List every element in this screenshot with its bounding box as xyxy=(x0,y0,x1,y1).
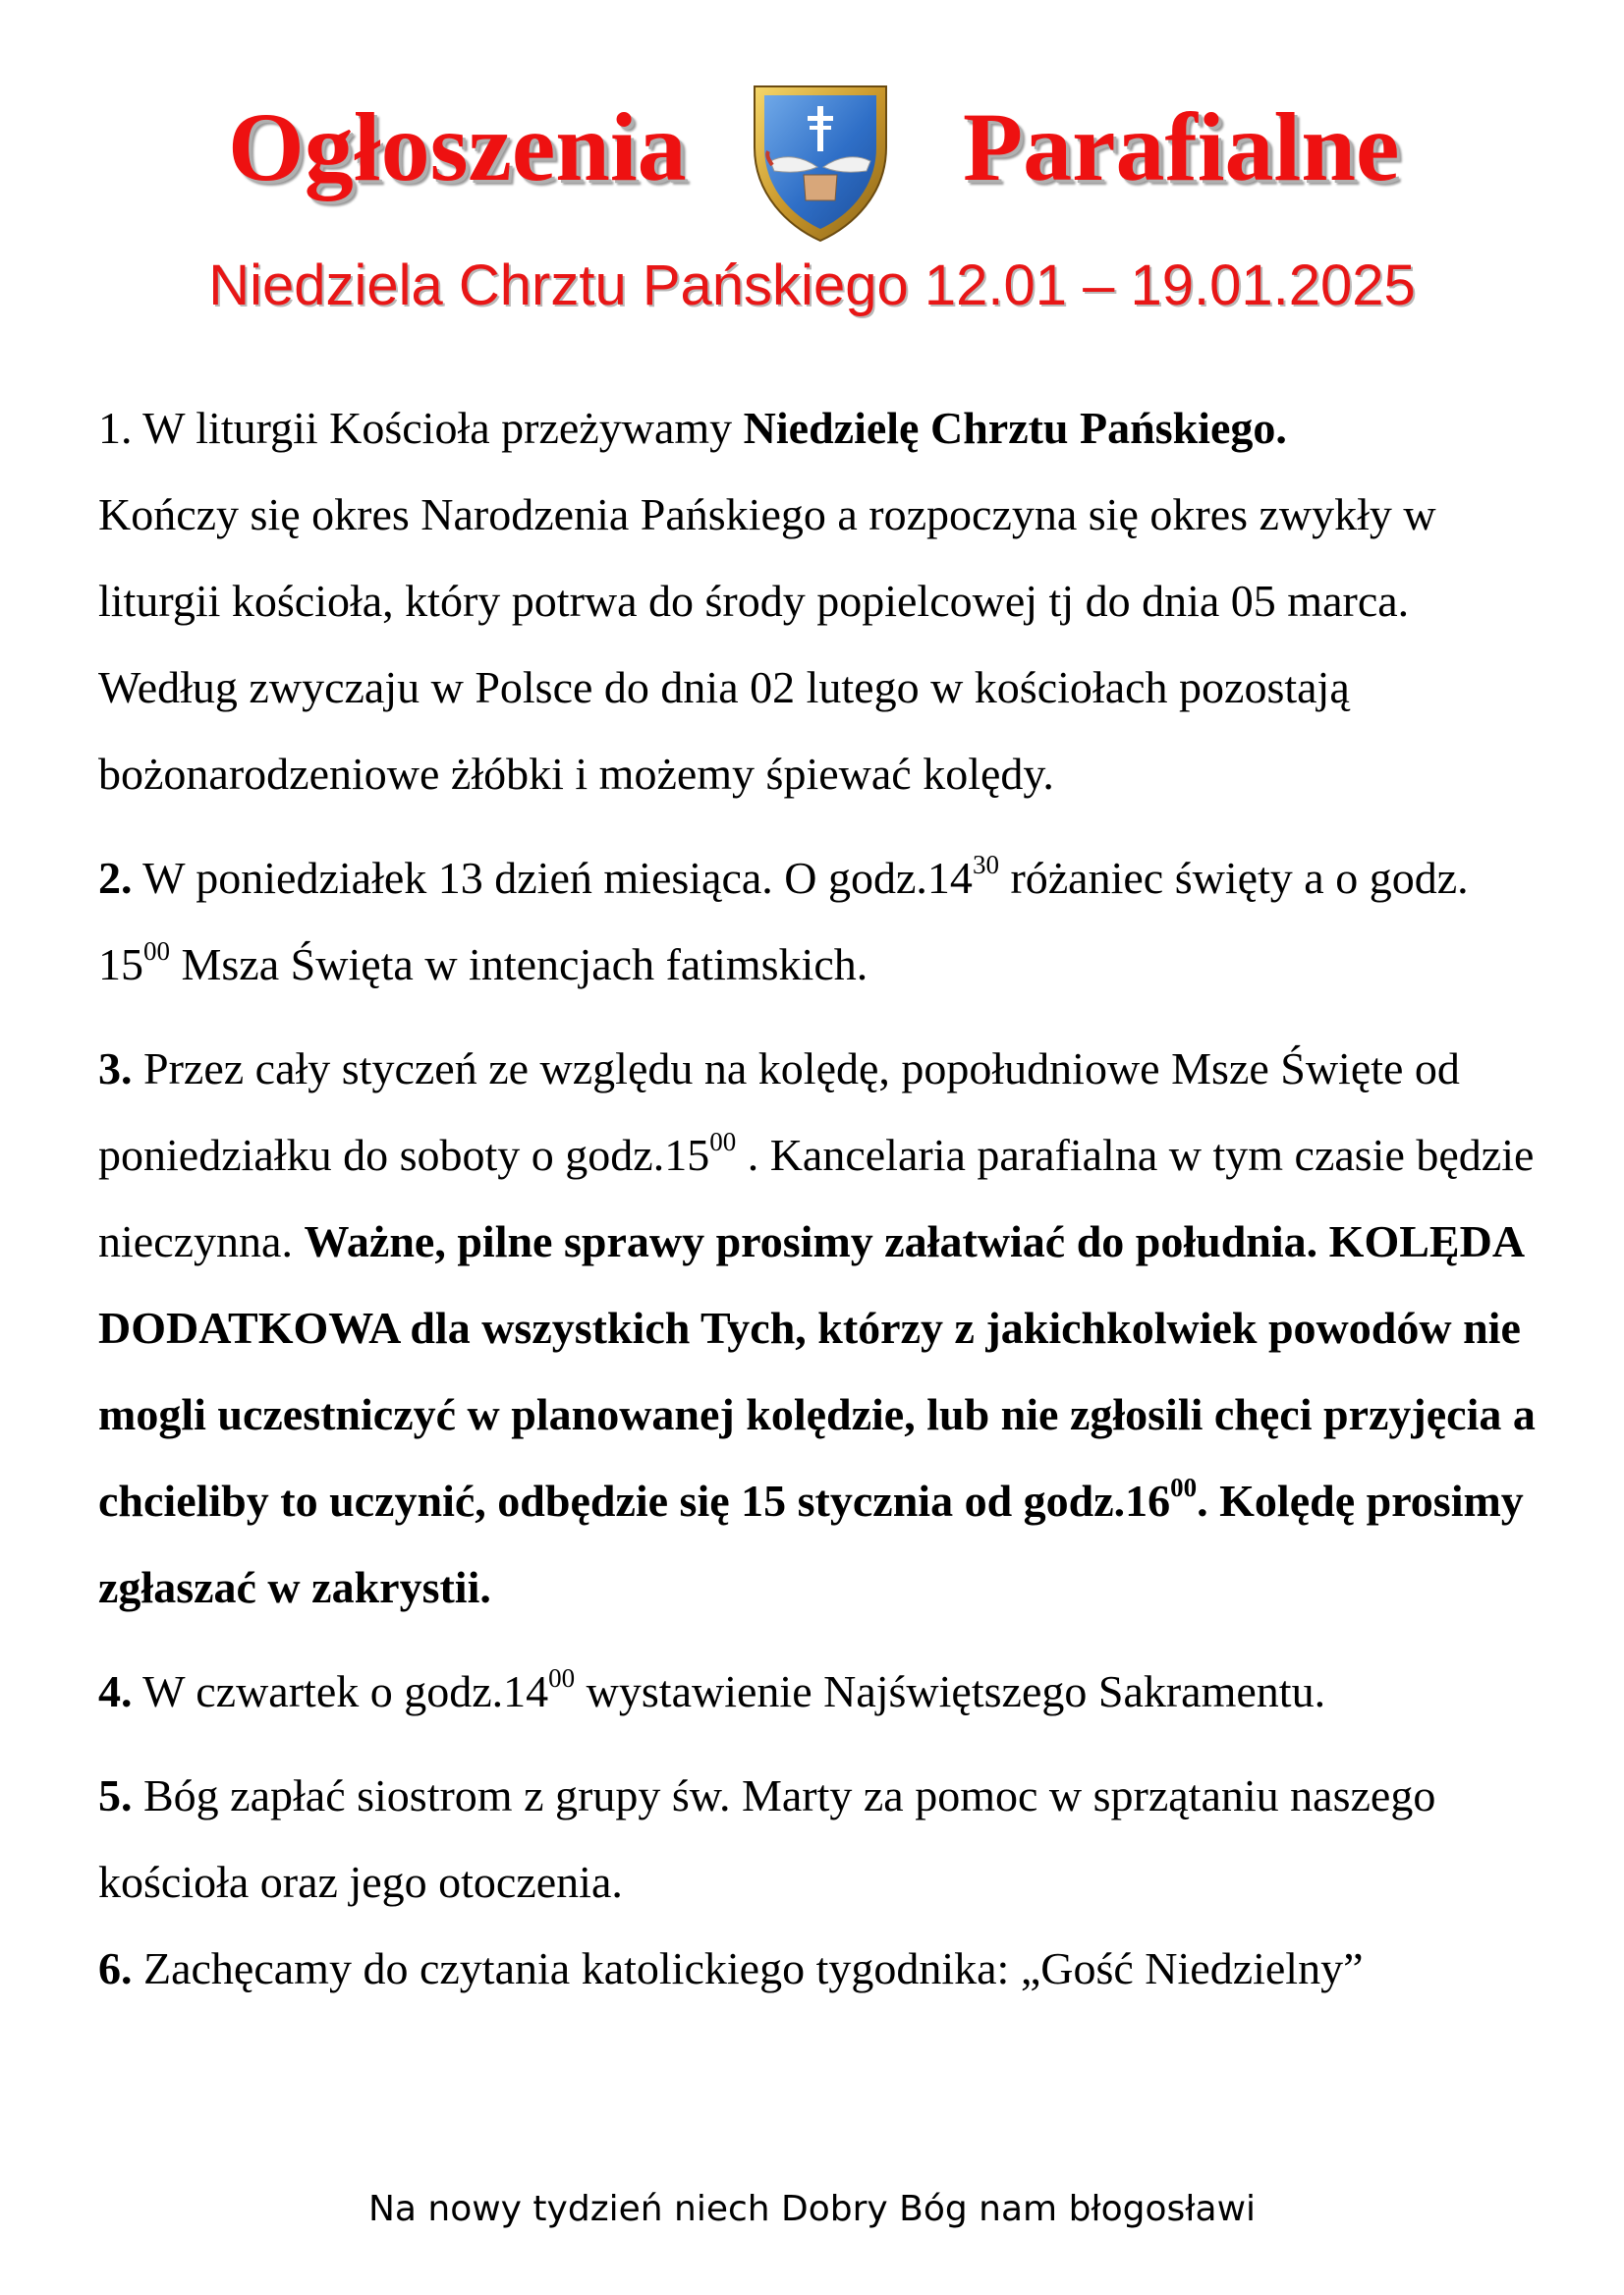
item-4-text: W czwartek o godz.14 xyxy=(132,1666,549,1716)
item-1-bold: Niedzielę Chrztu Pańskiego. xyxy=(743,403,1287,453)
item-1-text-2: Według zwyczaju w Polsce do dnia 02 lutego w kościołach pozostają bożonarodzeniowe żłóbki i możemy śpiewać kolędy. xyxy=(98,662,1350,799)
item-2-time-superscript: 30 xyxy=(972,849,999,879)
item-3-bold-text-2: . Kolędę prosimy zgłaszać w zakrystii. xyxy=(98,1476,1524,1612)
item-2-text-3: Msza Święta w intencjach fatimskich. xyxy=(170,939,868,989)
header xyxy=(0,69,1624,265)
announcement-6 xyxy=(98,1926,1542,2012)
item-4-text-2: wystawienie Najświętszego Sakramentu. xyxy=(575,1666,1326,1716)
footer-blessing: Na nowy tydzień niech Dobry Bóg nam błogosławi xyxy=(367,2189,1257,2229)
item-1-lead: 1. W liturgii Kościoła przeżywamy xyxy=(98,403,744,453)
announcement-3 xyxy=(98,1026,1542,1631)
item-6-text: Zachęcamy do czytania katolickiego tygodnika: „Gość Niedzielny” xyxy=(132,1943,1364,1993)
item-3-number: 3. xyxy=(98,1043,133,1093)
item-3-bold-superscript: 00 xyxy=(1170,1472,1198,1502)
item-2-text-2: różaniec święty a o godz. 15 xyxy=(98,853,1469,989)
item-2-number: 2. xyxy=(98,853,133,903)
item-2-text: W poniedziałek 13 dzień miesiąca. O godz.14 xyxy=(132,853,973,903)
item-1-text: Kończy się okres Narodzenia Pańskiego a rozpoczyna się okres zwykły w liturgii kościoła, który potrwa do środy popielcowej tj do dnia 05 marca. xyxy=(98,489,1436,626)
announcement-4 xyxy=(98,1649,1542,1735)
announcement-5 xyxy=(98,1753,1542,1926)
item-3-time-superscript: 00 xyxy=(709,1126,737,1156)
announcement-2 xyxy=(98,835,1542,1008)
item-5-number: 5. xyxy=(98,1770,133,1820)
item-4-number: 4. xyxy=(98,1666,133,1716)
announcements xyxy=(98,385,1542,2012)
item-4-time-superscript: 00 xyxy=(548,1662,576,1693)
item-3-text-2: . Kancelaria parafialna w tym czasie będzie nieczynna. xyxy=(98,1130,1535,1266)
title-right: Parafialne xyxy=(963,92,1400,201)
coat-of-arms-icon xyxy=(747,79,894,246)
title-left: Ogłoszenia xyxy=(228,92,687,201)
item-3-text: Przez cały styczeń ze względu na kolędę, popołudniowe Msze Święte od poniedziałku do soboty o godz.15 xyxy=(98,1043,1460,1180)
announcement-1 xyxy=(98,385,1542,817)
item-6-number: 6. xyxy=(98,1943,133,1993)
item-2-time-superscript-2: 00 xyxy=(143,935,170,966)
subtitle: Niedziela Chrztu Pańskiego 12.01 – 19.01.2025 xyxy=(208,253,1416,317)
item-3-bold-text: Ważne, pilne sprawy prosimy załatwiać do południa. KOLĘDA DODATKOWA dla wszystkich Tych, którzy z jakichkolwiek powodów nie mogli uczestniczyć w planowanej kolędzie, lub nie zgłosili chęci przyjęcia a chcieliby to uczynić, odbędzie się 15 stycznia od godz.16 xyxy=(98,1216,1536,1526)
item-5-text: Bóg zapłać siostrom z grupy św. Marty za pomoc w sprzątaniu naszego kościoła oraz jego otoczenia. xyxy=(98,1770,1436,1907)
